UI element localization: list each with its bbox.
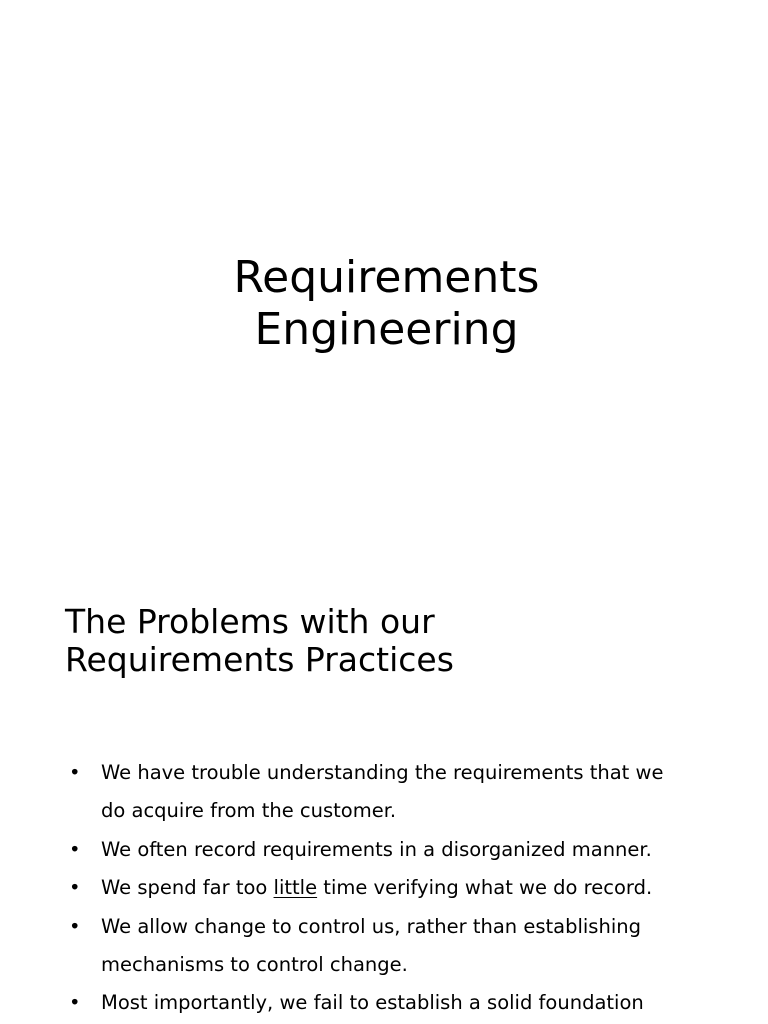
- bullet-4-line-2: mechanisms to control change.: [101, 953, 408, 977]
- bullet-1-line-2: do acquire from the customer.: [101, 799, 397, 823]
- bullet-item-1: [0, 754, 768, 831]
- bullet-4-line-1: We allow change to control us, rather than establishing: [101, 914, 641, 938]
- bullet-icon: •: [69, 991, 81, 1015]
- bullet-5-line-1: Most importantly, we fail to establish a solid foundation: [101, 991, 644, 1015]
- bullet-3-before: We spend far too: [101, 876, 274, 900]
- bullet-3-line: [101, 869, 728, 907]
- bullet-3-underlined-word: little: [273, 876, 318, 900]
- slide-title: [0, 252, 768, 356]
- section-heading-line-2: Requirements Practices: [65, 640, 454, 679]
- bullet-item-2: [0, 831, 768, 869]
- bullet-item-4: [0, 908, 768, 985]
- bullet-1-line-1: We have trouble understanding the requirements that we: [101, 761, 664, 784]
- bullet-2-text: We often record requirements in a disorganized manner.: [101, 837, 652, 861]
- bullet-3-after: time verifying what we do record.: [317, 876, 653, 900]
- bullet-icon: •: [69, 761, 81, 784]
- slide-title-line-1: Requirements: [233, 252, 540, 303]
- bullet-icon: •: [69, 876, 81, 900]
- slide-title-line-2: Engineering: [254, 304, 519, 355]
- bullet-icon: •: [69, 837, 81, 861]
- section-heading-line-1: The Problems with our: [65, 602, 435, 641]
- bullet-item-3: [0, 869, 768, 907]
- section-heading: [65, 603, 705, 679]
- bullet-icon: •: [69, 914, 81, 938]
- bullet-list: [0, 754, 768, 1023]
- bullet-item-5: [0, 984, 768, 1022]
